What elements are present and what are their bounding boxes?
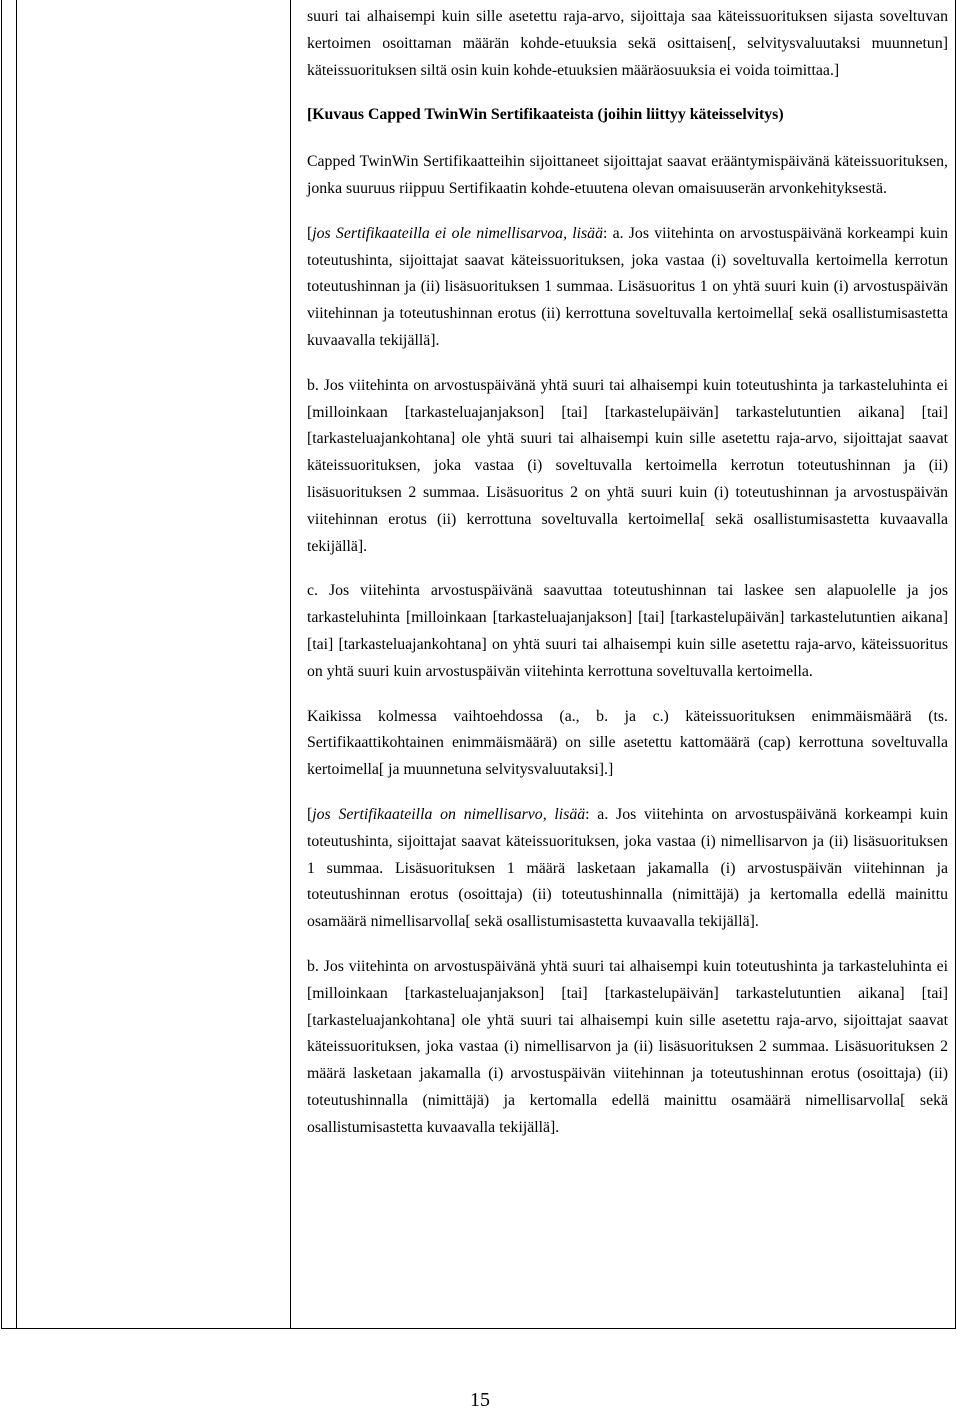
option-a-text: : a. Jos viitehinta on arvostuspäivänä korkeampi kuin toteutushinta, sijoittajat saavat käteissuorituksen, joka vastaa (i) soveltuvalla kertoimella kerrotun toteutushinnan ja (ii) lisäsuorituksen 1 summaa. Lisäsuoritus 1 on yhtä suuri kuin (i) arvostuspäivän viitehinnan ja toteutushinnan erotus (ii) kerrottuna soveltuvalla kertoimella[ sekä osallistumisastetta kuvaavalla tekijällä]. — [307, 224, 948, 349]
paragraph-option-b-no-nominal: b. Jos viitehinta on arvostuspäivänä yhtä suuri tai alhaisempi kuin toteutushinta ja tarkasteluhinta ei [milloinkaan [tarkasteluajanjakson] [tai] [tarkastelupäivän] tarkastelutuntien aikana] [tai] [tarkasteluajankohtana] ole yhtä suuri tai alhaisempi kuin sille asetettu raja-arvo, sijoittajat saavat käteissuorituksen, joka vastaa (i) soveltuvalla kertoimella kerrotun toteutushinnan ja (ii) lisäsuorituksen 2 summaa. Lisäsuoritus 2 on yhtä suuri kuin (i) toteutushinnan ja arvostuspäivän viitehinnan erotus (ii) kerrottuna soveltuvalla kertoimella[ sekä osallistumisastetta kuvaavalla tekijällä]. — [307, 376, 948, 555]
paragraph-option-a-no-nominal — [307, 221, 948, 355]
bracket-open: [ — [307, 224, 313, 242]
paragraph-intro: Capped TwinWin Sertifikaatteihin sijoittaneet sijoittajat saavat erääntymispäivänä käteissuorituksen, jonka suuruus riippuu Sertifikaatin kohde-etuutena olevan omaisuuserän arvonkehityksestä. — [307, 153, 948, 197]
instruction-no-nominal: jos Sertifikaateilla ei ole nimellisarvoa, lisää — [312, 224, 603, 242]
paragraph-cap-summary: Kaikissa kolmessa vaihtoehdossa (a., b. ja c.) käteissuorituksen enimmäismäärä (ts. Sertifikaattikohtainen enimmäismäärä) on sille asetettu kattomäärä (cap) kerrottuna soveltuvalla kertoimella[ ja muunnetuna selvitysvaluutaksi].] — [307, 707, 948, 779]
option-a-nominal-text: : a. Jos viitehinta on arvostuspäivänä korkeampi kuin toteutushinta, sijoittajat saavat käteissuorituksen, joka vastaa (i) nimellisarvon ja (ii) lisäsuorituksen 1 summaa. Lisäsuorituksen 1 määrä lasketaan jakamalla (i) arvostuspäivän viitehinnan ja toteutushinnan erotus (osoittaja) (ii) toteutushinnalla (nimittäjä) ja kertomalla edellä mainittu osamäärä nimellisarvolla[ sekä osallistumisastetta kuvaavalla tekijällä]. — [307, 805, 948, 931]
left-column — [2, 0, 291, 1328]
content-column — [307, 4, 948, 1159]
paragraph-option-c-no-nominal: c. Jos viitehinta arvostuspäivänä saavuttaa toteutushinnan tai laskee sen alapuolelle ja jos tarkasteluhinta [milloinkaan [tarkasteluajanjakson] [tai] [tarkastelupäivän] tarkastelutuntien aikana] [tai] [tarkasteluajankohtana] on yhtä suuri tai alhaisempi kuin sille asetettu raja-arvo, käteissuoritus on yhtä suuri kuin arvostuspäivän viitehinta kerrottuna soveltuvalla kertoimella. — [307, 582, 948, 680]
page-number: 15 — [470, 1389, 490, 1411]
instruction-nominal: jos Sertifikaateilla on nimellisarvo, lisää — [312, 805, 586, 823]
bracket-open: [ — [307, 805, 313, 823]
left-inner-divider — [16, 0, 17, 1328]
paragraph-continuation: suuri tai alhaisempi kuin sille asetettu raja-arvo, sijoittaja saa käteissuorituksen sijasta soveltuvan kertoimen osoittaman määrän kohde-etuuksia sekä osittaisen[, selvitysvaluutaksi muunnetun] käteissuorituksen siltä osin kuin kohde-etuuksien määräosuuksia ei voida toimittaa.] — [307, 8, 948, 79]
section-heading: [Kuvaus Capped TwinWin Sertifikaateista (joihin liittyy käteisselvitys) — [307, 106, 784, 124]
document-table — [1, 0, 956, 1329]
paragraph-option-a-nominal — [307, 802, 948, 936]
paragraph-option-b-nominal: b. Jos viitehinta on arvostuspäivänä yhtä suuri tai alhaisempi kuin toteutushinta ja tarkasteluhinta ei [milloinkaan [tarkasteluajanjakson] [tai] [tarkastelupäivän] tarkastelutuntien aikana] [tai] [tarkasteluajankohtana] ole yhtä suuri tai alhaisempi kuin sille asetettu raja-arvo, sijoittajat saavat käteissuorituksen, joka vastaa (i) nimellisarvon ja (ii) lisäsuorituksen 2 summaa. Lisäsuorituksen 2 määrä lasketaan jakamalla (i) arvostuspäivän viitehinnan ja toteutushinnan erotus (osoittaja) (ii) toteutushinnalla (nimittäjä) ja kertomalla edellä mainittu osamäärä nimellisarvolla[ sekä osallistumisastetta kuvaavalla tekijällä]. — [307, 957, 948, 1136]
